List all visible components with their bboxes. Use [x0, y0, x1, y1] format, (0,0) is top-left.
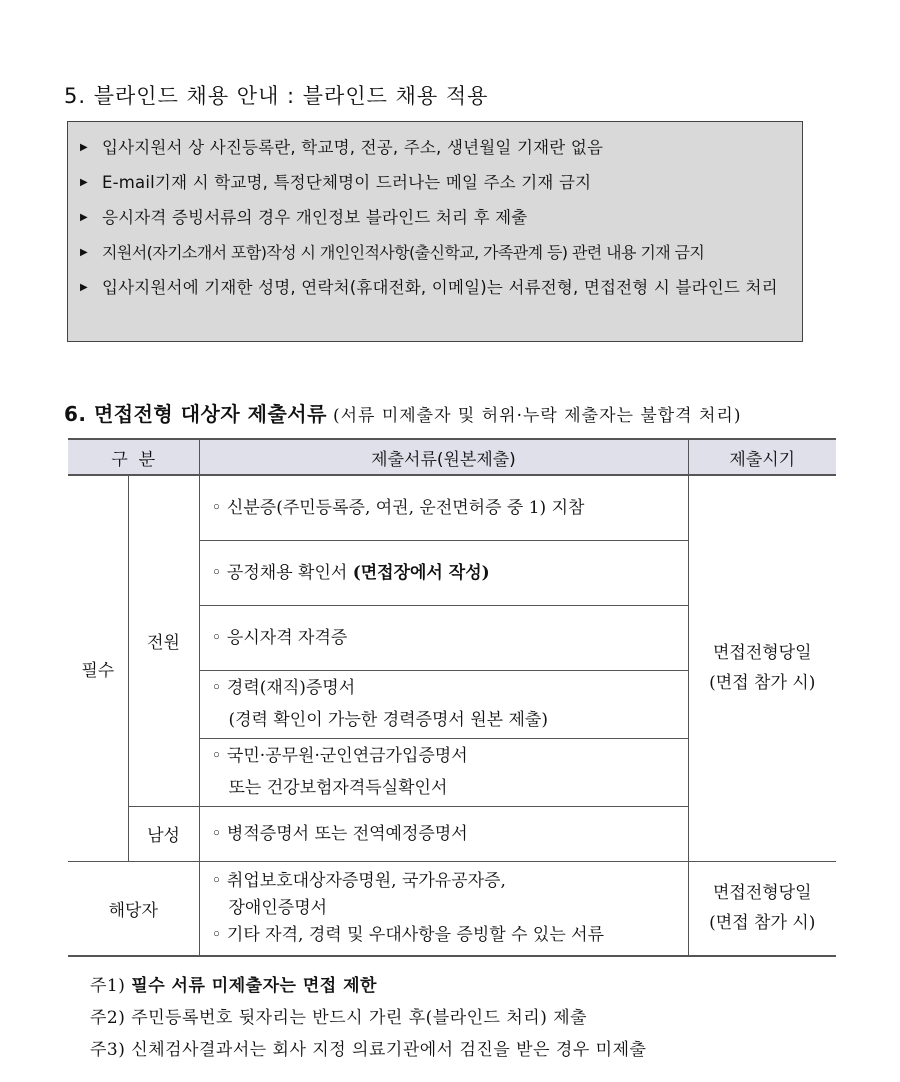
section6-title	[64, 398, 741, 427]
doc-military: ◦ 병적증명서 또는 전역예정증명서	[199, 806, 688, 861]
footnote-2: 주2) 주민등록번호 뒷자리는 반드시 가린 후(블라인드 처리) 제출	[90, 1008, 588, 1028]
triangle-bullet-icon: ▶	[80, 212, 88, 223]
list-item: ▶ 입사지원서에 기재한 성명, 연락처(휴대전화, 이메일)는 서류전형, 면접전형 시 블라인드 처리	[78, 270, 792, 305]
triangle-bullet-icon: ▶	[80, 177, 88, 188]
timing-line2: (면접 참가 시)	[709, 673, 816, 694]
doc-fair-hiring: ◦ 공정채용 확인서 (면접장에서 작성)	[199, 540, 688, 605]
blind-hiring-list	[68, 122, 802, 305]
table-row	[68, 475, 836, 540]
fair-hiring-note: (면접장에서 작성)	[352, 562, 490, 583]
footnote-3: 주3) 신체검사결과서는 회사 지정 의료기관에서 검진을 받은 경우 미제출	[90, 1040, 647, 1060]
footnotes	[90, 970, 646, 1066]
section6-subtitle: (서류 미제출자 및 허위·누락 제출자는 불합격 처리)	[332, 406, 742, 426]
triangle-bullet-icon: ▶	[80, 142, 88, 153]
timing-applicable: 면접전형당일 (면접 참가 시)	[688, 861, 836, 956]
header-category: 구 분	[68, 439, 199, 475]
section5-title: 5. 블라인드 채용 안내 : 블라인드 채용 적용	[64, 84, 489, 108]
timing-line1: 면접전형당일	[712, 643, 812, 664]
doc-id-card: ◦ 신분증(주민등록증, 여권, 운전면허증 중 1) 지참	[199, 475, 688, 540]
table-row	[68, 861, 836, 956]
footnote-1: 주1) 필수 서류 미제출자는 면접 제한	[90, 976, 377, 996]
header-timing: 제출시기	[688, 439, 836, 475]
blind-hiring-box	[67, 121, 803, 342]
triangle-bullet-icon: ▶	[80, 282, 88, 293]
list-item: ▶ 응시자격 증빙서류의 경우 개인정보 블라인드 처리 후 제출	[78, 200, 802, 235]
doc-applicable: ◦ 취업보호대상자증명원, 국가유공자증, 장애인증명서 ◦ 기타 자격, 경력 및 우대사항을 증빙할 수 있는 서류	[199, 861, 688, 956]
group-applicable: 해당자	[68, 861, 199, 956]
section6-heading: 6. 면접전형 대상자 제출서류	[64, 402, 327, 426]
documents-table	[68, 438, 836, 957]
timing-required	[688, 475, 836, 861]
doc-career: ◦ 경력(재직)증명서 (경력 확인이 가능한 경력증명서 원본 제출)	[199, 670, 688, 738]
table-header-row	[68, 439, 836, 475]
list-item: ▶ E-mail기재 시 학교명, 특정단체명이 드러나는 메일 주소 기재 금지	[78, 165, 802, 200]
triangle-bullet-icon: ▶	[80, 247, 88, 258]
doc-qualification: ◦ 응시자격 자격증	[199, 605, 688, 670]
list-item: ▶ 지원서(자기소개서 포함)작성 시 개인인적사항(출신학교, 가족관계 등) 관련 내용 기재 금지	[78, 235, 802, 270]
header-documents: 제출서류(원본제출)	[199, 439, 688, 475]
group-male: 남성	[128, 806, 199, 861]
list-item: ▶ 입사지원서 상 사진등록란, 학교명, 전공, 주소, 생년월일 기재란 없음	[78, 130, 802, 165]
doc-pension: ◦ 국민·공무원·군인연금가입증명서 또는 건강보험자격득실확인서	[199, 738, 688, 806]
group-required: 필수	[68, 475, 128, 861]
group-all: 전원	[128, 475, 199, 806]
